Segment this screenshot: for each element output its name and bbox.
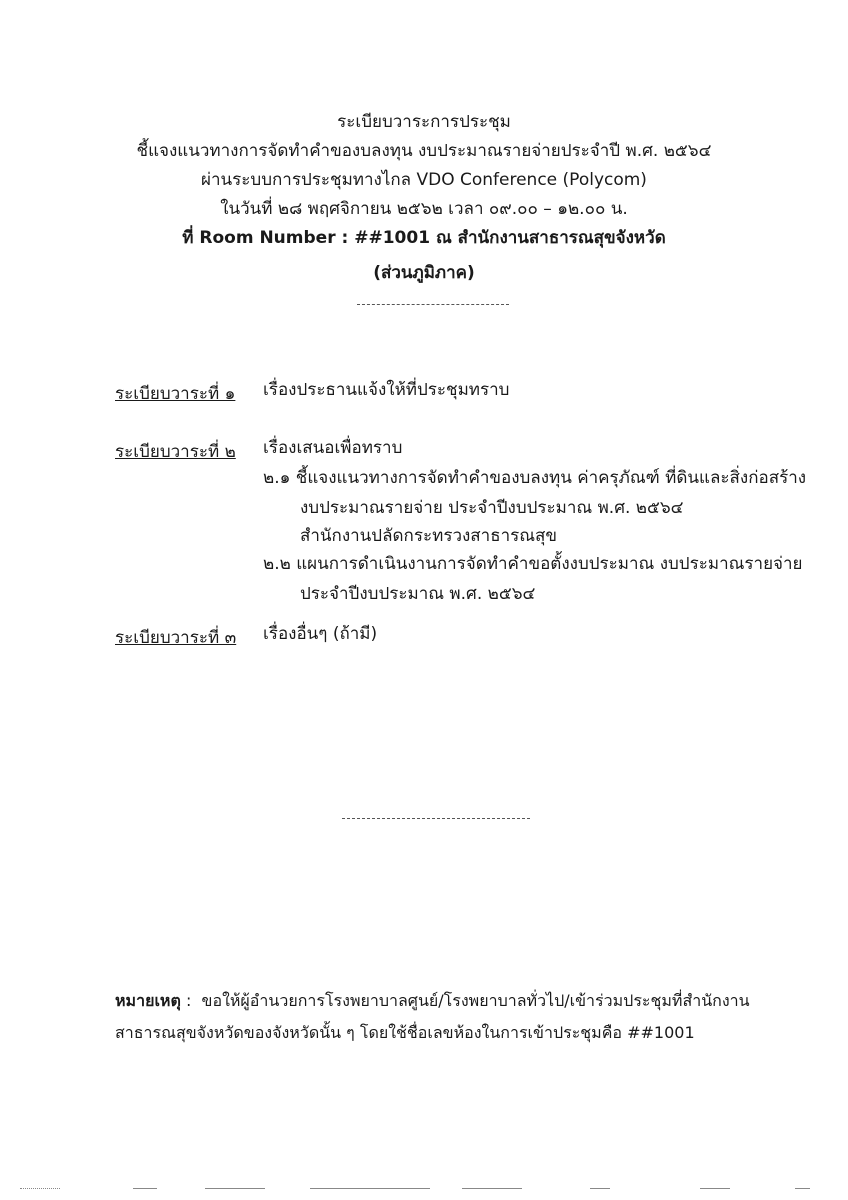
header-region: (ส่วนภูมิภาค) <box>373 263 475 283</box>
scan-artifact <box>205 1188 265 1189</box>
agenda-2-item-1-line-2: งบประมาณรายจ่าย ประจำปีงบประมาณ พ.ศ. ๒๕๖๔ <box>300 498 684 518</box>
agenda-3-title: เรื่องอื่นๆ (ถ้ามี) <box>263 624 378 644</box>
header-channel: ผ่านระบบการประชุมทางไกล VDO Conference (Polycom) <box>201 170 647 190</box>
note-text-1: ขอให้ผู้อำนวยการโรงพยาบาลศูนย์/โรงพยาบาลทั่วไป/เข้าร่วมประชุมที่สำนักงาน <box>201 991 750 1010</box>
scan-artifact <box>795 1188 810 1189</box>
header-title: ระเบียบวาระการประชุม <box>337 112 511 132</box>
header-location: ที่ Room Number : ##1001 ณ สำนักงานสาธารณสุขจังหวัด <box>182 228 666 248</box>
agenda-2-label: ระเบียบวาระที่ ๒ <box>115 442 236 462</box>
agenda-2-item-2-line-1: ๒.๒ แผนการดำเนินงานการจัดทำคำขอตั้งงบประมาณ งบประมาณรายจ่าย <box>263 554 803 574</box>
agenda-1-label: ระเบียบวาระที่ ๑ <box>115 384 236 404</box>
agenda-end-divider <box>342 818 530 819</box>
scan-artifact <box>590 1188 610 1189</box>
header-datetime: ในวันที่ ๒๘ พฤศจิกายน ๒๕๖๒ เวลา ๐๙.๐๐ – ๑๒.๐๐ น. <box>220 199 628 219</box>
scan-artifact <box>133 1188 157 1189</box>
scan-artifact <box>20 1188 60 1189</box>
scan-artifact <box>700 1188 730 1189</box>
note-separator: : <box>180 991 197 1010</box>
note-text-2: สาธารณสุขจังหวัดของจังหวัดนั้น ๆ โดยใช้ชื่อเลขห้องในการเข้าประชุมคือ ##1001 <box>115 1023 695 1042</box>
header-subject: ชี้แจงแนวทางการจัดทำคำของบลงทุน งบประมาณรายจ่ายประจำปี พ.ศ. ๒๕๖๔ <box>136 141 712 161</box>
agenda-1-title: เรื่องประธานแจ้งให้ที่ประชุมทราบ <box>263 380 510 400</box>
agenda-2-item-1-line-1: ๒.๑ ชี้แจงแนวทางการจัดทำคำของบลงทุน ค่าครุภัณฑ์ ที่ดินและสิ่งก่อสร้าง <box>263 468 807 488</box>
note-line-2 <box>115 1018 695 1048</box>
agenda-2-item-2-line-2: ประจำปีงบประมาณ พ.ศ. ๒๕๖๔ <box>300 584 536 604</box>
note-label: หมายเหตุ <box>115 991 181 1010</box>
scan-artifact <box>310 1188 430 1189</box>
agenda-2-item-1-line-3: สำนักงานปลัดกระทรวงสาธารณสุข <box>300 526 558 546</box>
note-line-1 <box>115 986 750 1016</box>
agenda-3-label: ระเบียบวาระที่ ๓ <box>115 628 237 648</box>
scan-artifact <box>462 1188 522 1189</box>
document-header <box>0 108 848 288</box>
agenda-2-title: เรื่องเสนอเพื่อทราบ <box>263 438 403 458</box>
header-divider <box>357 304 509 305</box>
